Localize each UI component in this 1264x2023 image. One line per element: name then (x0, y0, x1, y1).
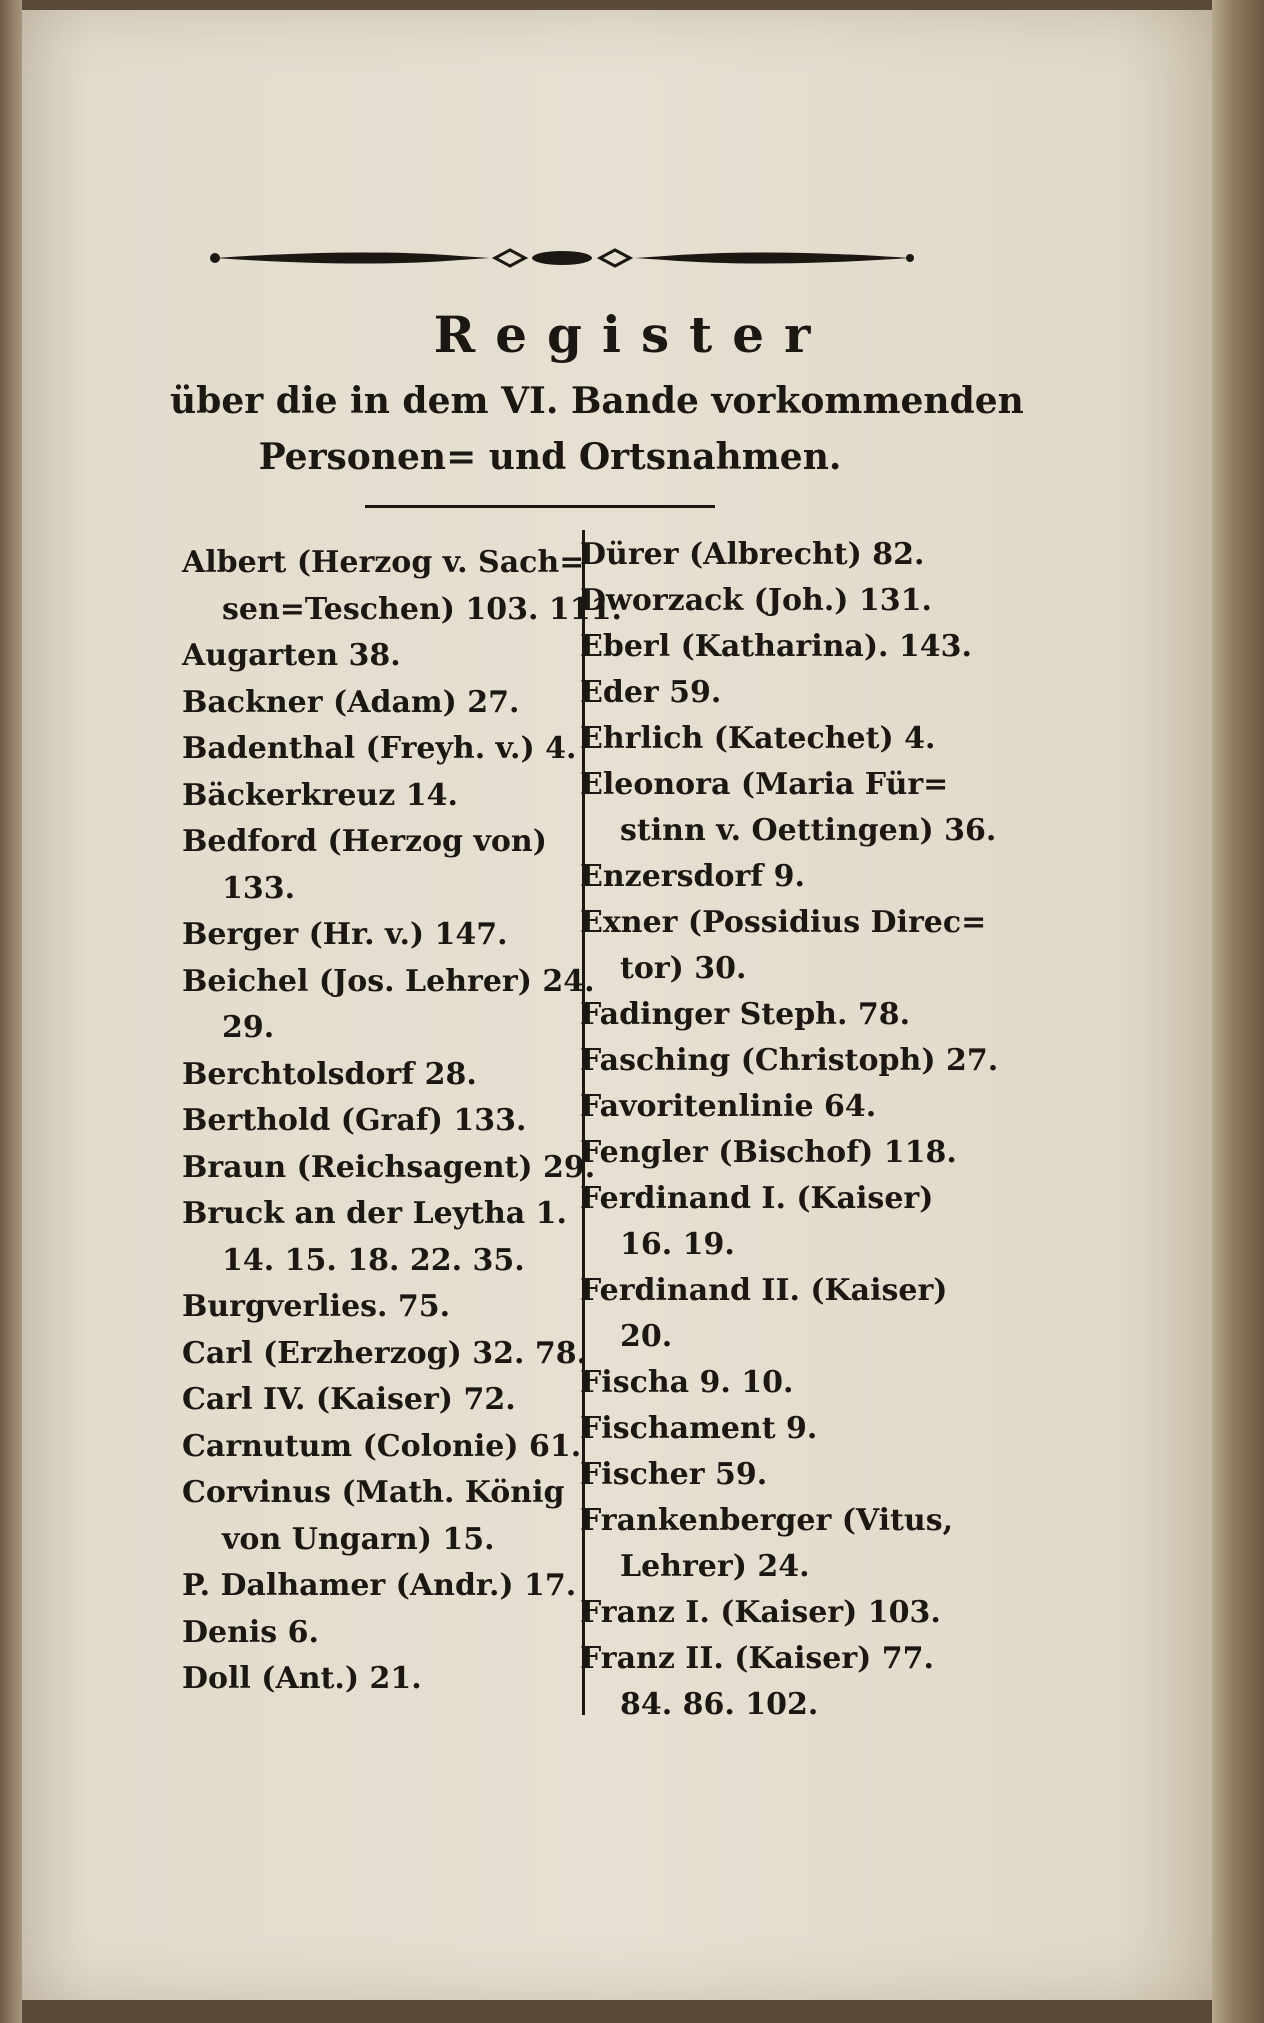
index-entry: Fischa 9. 10. (580, 1365, 794, 1400)
index-entry: Exner (Possidius Direc= (580, 905, 987, 940)
index-entry: 84. 86. 102. (620, 1687, 819, 1722)
subtitle-line-1: über die in dem VI. Bande vorkommenden (170, 380, 1024, 422)
index-entry: Berger (Hr. v.) 147. (182, 917, 508, 952)
index-column-left (182, 540, 622, 1703)
index-entry: Carl IV. (Kaiser) 72. (182, 1382, 516, 1417)
index-entry: Fengler (Bischof) 118. (580, 1135, 957, 1170)
index-entry: Fischer 59. (580, 1457, 768, 1492)
index-entry: Doll (Ant.) 21. (182, 1661, 422, 1696)
index-entry: Fischament 9. (580, 1411, 818, 1446)
index-entry: Denis 6. (182, 1614, 319, 1650)
index-entry: 29. (222, 1010, 275, 1045)
book-gutter (0, 0, 22, 2023)
index-entry: Carnutum (Colonie) 61. (182, 1428, 582, 1464)
index-entry: Badenthal (Freyh. v.) 4. (182, 731, 577, 766)
index-entry: Fadinger Steph. 78. (580, 997, 911, 1032)
index-entry: Bedford (Herzog von) (182, 824, 547, 859)
index-entry: Carl (Erzherzog) 32. 78. (182, 1335, 588, 1371)
index-entry: Backner (Adam) 27. (182, 684, 520, 720)
index-entry: 14. 15. 18. 22. 35. (222, 1242, 525, 1278)
index-entry: Lehrer) 24. (620, 1549, 810, 1584)
title-rule (365, 505, 715, 508)
index-entry: 20. (620, 1319, 673, 1354)
index-entry: Franz I. (Kaiser) 103. (580, 1595, 941, 1630)
index-entry: Burgverlies. 75. (182, 1289, 451, 1324)
index-entry: Bäckerkreuz 14. (182, 777, 458, 813)
index-entry: Albert (Herzog v. Sach= (182, 545, 585, 580)
index-entry: Beichel (Jos. Lehrer) 24. (182, 963, 595, 999)
ornament-divider (210, 238, 915, 278)
index-entry: Eleonora (Maria Für= (580, 767, 949, 802)
index-entry: von Ungarn) 15. (222, 1521, 495, 1557)
page-title: Register (433, 305, 831, 364)
index-entry: Berthold (Graf) 133. (182, 1103, 527, 1138)
index-entry: Dürer (Albrecht) 82. (580, 537, 925, 572)
index-entry: Bruck an der Leytha 1. (182, 1196, 567, 1231)
index-entry: Corvinus (Math. König (182, 1475, 565, 1510)
index-entry: Ehrlich (Katechet) 4. (580, 721, 936, 756)
index-entry: tor) 30. (620, 951, 747, 986)
index-entry: 133. (222, 870, 296, 906)
index-column-right (580, 532, 998, 1728)
subtitle-line-2: Personen= und Ortsnahmen. (258, 436, 842, 478)
page-edge (1212, 0, 1264, 2023)
index-entry: Braun (Reichsagent) 29. (182, 1149, 596, 1185)
index-entry: sen=Teschen) 103. 111. (222, 591, 622, 627)
index-entry: Frankenberger (Vitus, (580, 1503, 954, 1538)
index-entry: Enzersdorf 9. (580, 859, 805, 894)
index-entry: Ferdinand II. (Kaiser) (580, 1273, 948, 1308)
index-entry: 16. 19. (620, 1227, 735, 1262)
index-entry: Eder 59. (580, 675, 722, 710)
index-entry: Berchtolsdorf 28. (182, 1056, 477, 1092)
index-entry: Augarten 38. (182, 638, 401, 673)
index-entry: P. Dalhamer (Andr.) 17. (182, 1568, 577, 1603)
index-entry: Favoritenlinie 64. (580, 1089, 877, 1124)
index-entry: stinn v. Oettingen) 36. (620, 813, 997, 848)
index-entry: Dworzack (Joh.) 131. (580, 583, 932, 618)
index-entry: Fasching (Christoph) 27. (580, 1043, 999, 1078)
index-entry: Franz II. (Kaiser) 77. (580, 1641, 934, 1676)
index-entry: Ferdinand I. (Kaiser) (580, 1181, 934, 1216)
index-entry: Eberl (Katharina). 143. (580, 629, 972, 664)
